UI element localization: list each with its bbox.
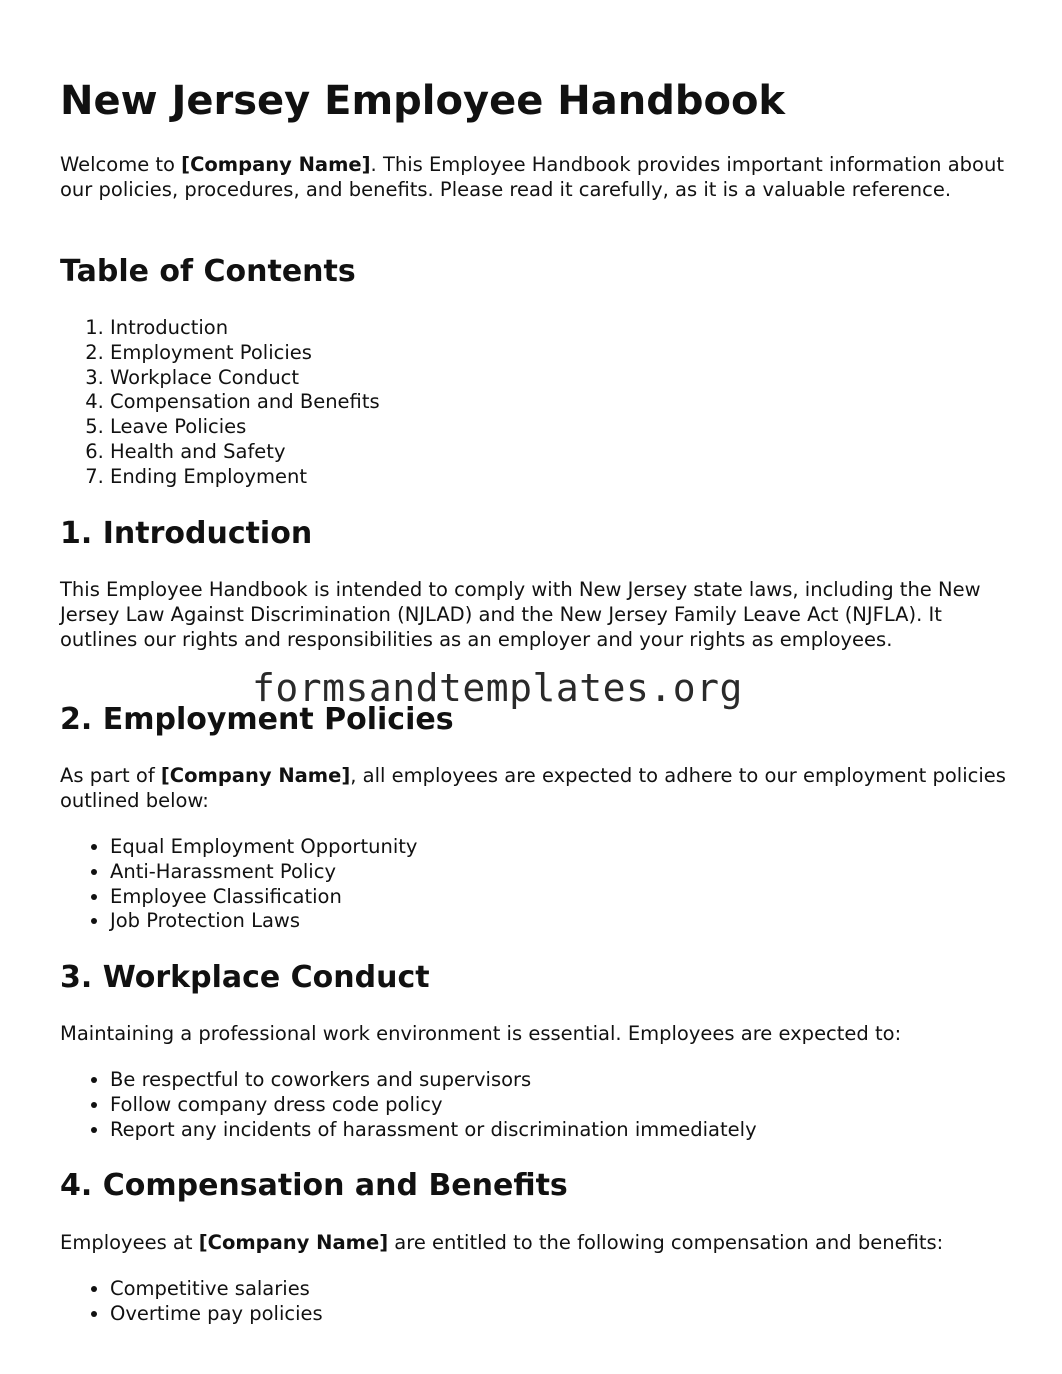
- toc-item: 1. Introduction: [110, 316, 1010, 341]
- employment-policies-list: [60, 835, 1010, 934]
- list-item: • Anti-Harassment Policy: [110, 860, 1010, 885]
- list-item: • Job Protection Laws: [110, 909, 1010, 934]
- list-item: • Report any incidents of harassment or discrimination immediately: [110, 1118, 1010, 1143]
- toc-item: 5. Leave Policies: [110, 415, 1010, 440]
- toc-item: 6. Health and Safety: [110, 440, 1010, 465]
- list-item: • Employee Classification: [110, 885, 1010, 910]
- watermark-text: formsandtemplates.org: [252, 666, 743, 710]
- intro-prefix: Welcome to: [60, 153, 182, 176]
- page-title: New Jersey Employee Handbook: [60, 78, 786, 124]
- toc-heading: Table of Contents: [60, 254, 356, 289]
- intro-suffix: . This Employee Handbook provides important information about our policies, procedures, and benefits. Please read it carefully, as it is a valuable reference.: [60, 153, 1004, 201]
- introduction-paragraph: This Employee Handbook is intended to comply with New Jersey state laws, including the New Jersey Law Against Discrimination (NJLAD) and the New Jersey Family Leave Act (NJFLA). It outlines our rights and responsibilities as an employer and your rights as employees.: [60, 578, 981, 651]
- company-name-placeholder: [Company Name]: [181, 153, 371, 176]
- compensation-suffix: are entitled to the following compensation and benefits:: [388, 1231, 944, 1254]
- employment-prefix: As part of: [60, 764, 161, 787]
- list-item: • Be respectful to coworkers and supervisors: [110, 1068, 1010, 1093]
- compensation-prefix: Employees at: [60, 1231, 199, 1254]
- list-item: • Equal Employment Opportunity: [110, 835, 1010, 860]
- intro-paragraph: [60, 153, 1010, 203]
- section-heading-employment-policies: 2. Employment Policies: [60, 702, 454, 737]
- section-heading-compensation: 4. Compensation and Benefits: [60, 1168, 568, 1203]
- toc-item: 7. Ending Employment: [110, 465, 1010, 490]
- workplace-conduct-list: [60, 1068, 1010, 1142]
- company-name-placeholder: [Company Name]: [198, 1231, 389, 1254]
- company-name-placeholder: [Company Name]: [160, 764, 351, 787]
- toc-item: 3. Workplace Conduct: [110, 366, 1010, 391]
- toc-list: [60, 316, 1010, 490]
- workplace-conduct-paragraph: Maintaining a professional work environment is essential. Employees are expected to:: [60, 1022, 902, 1045]
- section-heading-introduction: 1. Introduction: [60, 516, 313, 551]
- section-heading-workplace-conduct: 3. Workplace Conduct: [60, 960, 430, 995]
- toc-item: 2. Employment Policies: [110, 341, 1010, 366]
- compensation-paragraph: [60, 1231, 1010, 1256]
- compensation-list: [60, 1277, 1010, 1327]
- toc-item: 4. Compensation and Benefits: [110, 390, 1010, 415]
- list-item: • Competitive salaries: [110, 1277, 1010, 1302]
- employment-suffix: , all employees are expected to adhere to our employment policies outlined below:: [60, 764, 1006, 812]
- list-item: • Follow company dress code policy: [110, 1093, 1010, 1118]
- list-item: • Overtime pay policies: [110, 1302, 1010, 1327]
- employment-policies-paragraph: [60, 764, 1010, 814]
